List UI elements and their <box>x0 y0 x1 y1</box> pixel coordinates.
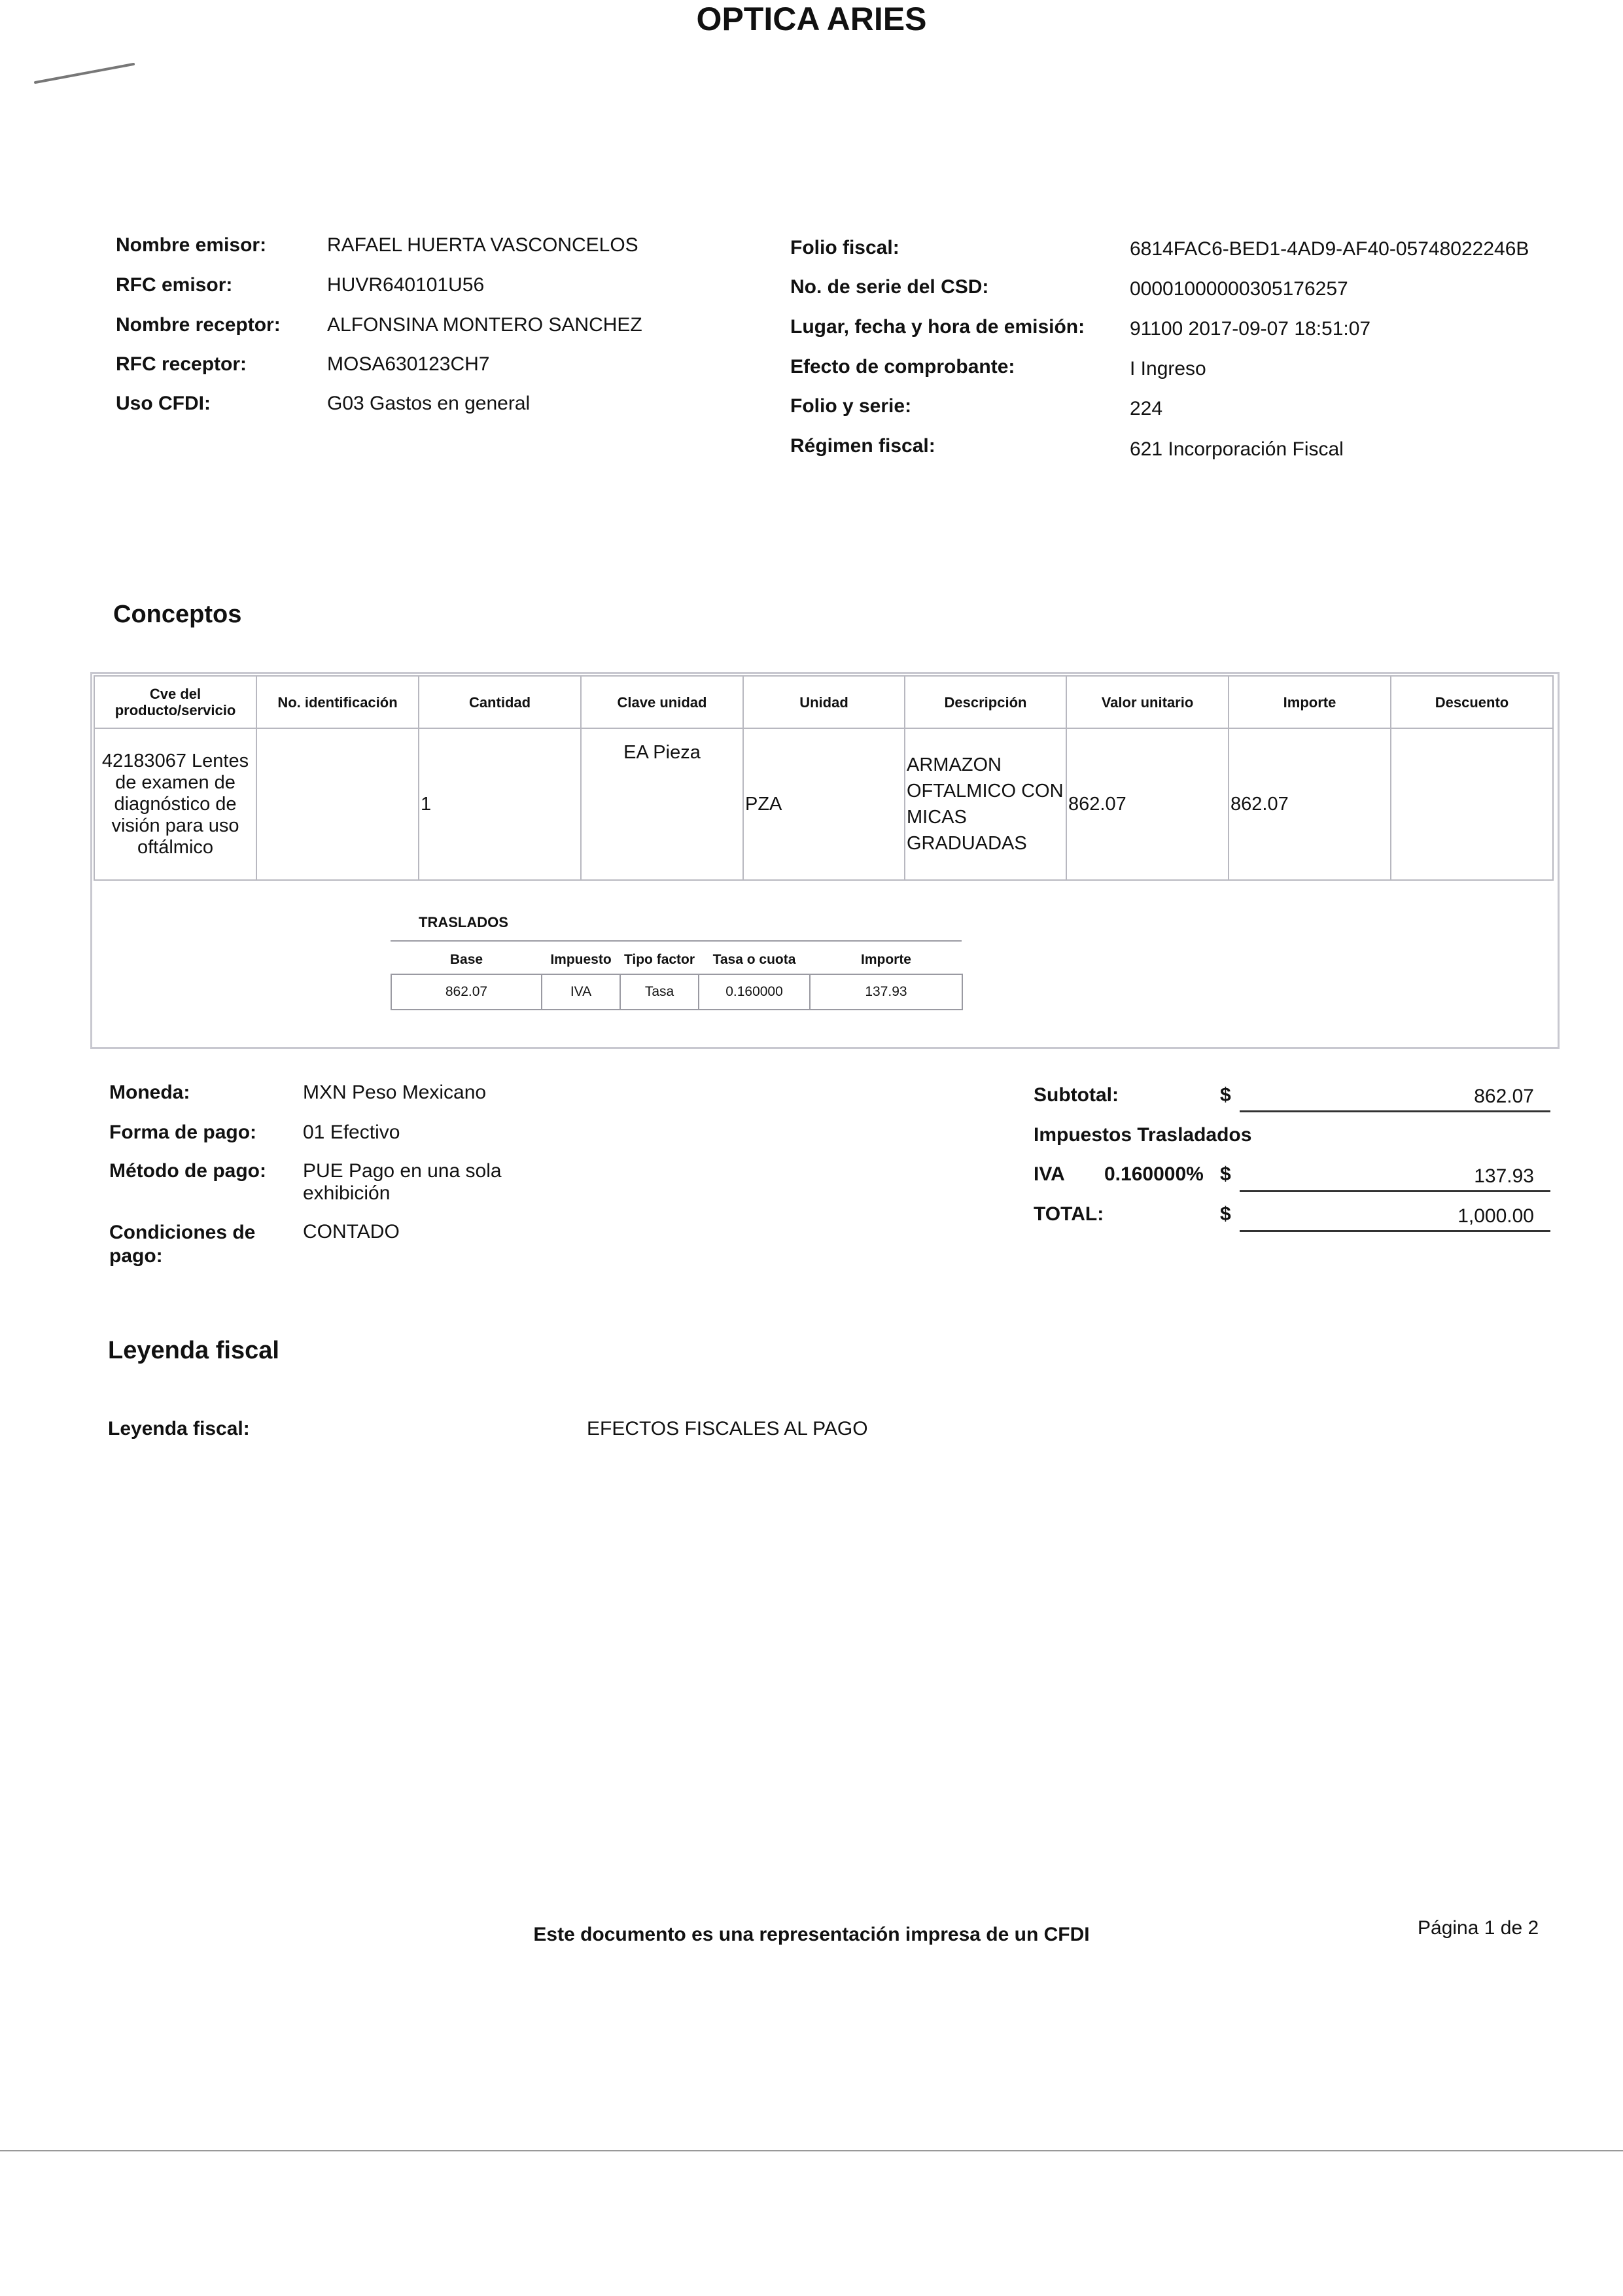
lugar-fecha-value: 91100 2017-09-07 18:51:07 <box>1130 318 1371 340</box>
uso-cfdi-label: Uso CFDI: <box>116 393 211 414</box>
leyenda-heading: Leyenda fiscal <box>108 1337 279 1364</box>
forma-pago-label: Forma de pago: <box>109 1122 257 1143</box>
conceptos-table <box>94 675 1554 881</box>
traslados-col-impuesto: Impuesto <box>550 951 612 967</box>
page-indicator: Página 1 de 2 <box>1418 1917 1539 1939</box>
cell-importe: 862.07 <box>1229 728 1391 880</box>
traslados-table <box>391 945 963 1010</box>
efecto-comprobante-label: Efecto de comprobante: <box>790 356 1015 378</box>
condiciones-pago-label: Condiciones de pago: <box>109 1222 256 1267</box>
cell-no-identificacion <box>256 728 419 880</box>
forma-pago-value: 01 Efectivo <box>303 1122 400 1143</box>
folio-serie-label: Folio y serie: <box>790 395 912 417</box>
cell-descuento <box>1391 728 1553 880</box>
cell-cantidad: 1 <box>419 728 581 880</box>
col-clave-unidad: Clave unidad <box>581 676 743 728</box>
metodo-pago-label: Método de pago: <box>109 1160 266 1182</box>
col-cantidad: Cantidad <box>419 676 581 728</box>
cell-unidad: PZA <box>743 728 905 880</box>
cell-cve: 42183067 Lentes de examen de diagnóstico de visión para uso oftálmico <box>94 728 256 880</box>
traslados-base: 862.07 <box>391 974 542 1010</box>
traslados-rule <box>391 940 962 942</box>
traslados-col-importe: Importe <box>860 951 911 967</box>
traslados-impuesto: IVA <box>542 974 620 1010</box>
subtotal-underline <box>1240 1110 1550 1112</box>
iva-underline <box>1240 1190 1550 1192</box>
moneda-value: MXN Peso Mexicano <box>303 1082 487 1103</box>
col-importe: Importe <box>1229 676 1391 728</box>
serie-csd-value: 00001000000305176257 <box>1130 278 1348 300</box>
folio-fiscal-label: Folio fiscal: <box>790 237 899 258</box>
traslados-col-tipo-factor: Tipo factor <box>623 951 695 967</box>
iva-label: IVA <box>1034 1163 1065 1185</box>
nombre-receptor-value: ALFONSINA MONTERO SANCHEZ <box>327 314 642 336</box>
traslados-heading: TRASLADOS <box>419 914 508 930</box>
pen-stroke-mark <box>33 60 137 86</box>
nombre-receptor-label: Nombre receptor: <box>116 314 281 336</box>
iva-currency: $ <box>1220 1163 1231 1185</box>
conceptos-heading: Conceptos <box>113 601 242 628</box>
regimen-fiscal-value: 621 Incorporación Fiscal <box>1130 438 1344 460</box>
cell-valor-unitario: 862.07 <box>1066 728 1229 880</box>
moneda-label: Moneda: <box>109 1082 190 1103</box>
serie-csd-label: No. de serie del CSD: <box>790 276 989 298</box>
col-cve: Cve del producto/servicio <box>94 676 256 728</box>
subtotal-label: Subtotal: <box>1034 1084 1119 1106</box>
metodo-pago-value: PUE Pago en una sola exhibición <box>303 1160 502 1204</box>
subtotal-currency: $ <box>1220 1084 1231 1106</box>
nombre-emisor-value: RAFAEL HUERTA VASCONCELOS <box>327 234 638 256</box>
condiciones-pago-value: CONTADO <box>303 1221 400 1243</box>
cell-clave-unidad: EA Pieza <box>581 728 743 880</box>
leyenda-label: Leyenda fiscal: <box>108 1418 250 1439</box>
nombre-emisor-label: Nombre emisor: <box>116 234 267 256</box>
table-row <box>94 728 1553 880</box>
rfc-emisor-label: RFC emisor: <box>116 274 233 296</box>
col-no-identificacion: No. identificación <box>256 676 419 728</box>
rfc-receptor-value: MOSA630123CH7 <box>327 353 490 375</box>
lugar-fecha-label: Lugar, fecha y hora de emisión: <box>790 316 1085 338</box>
traslados-importe: 137.93 <box>810 974 962 1010</box>
traslados-col-base: Base <box>449 951 483 967</box>
traslados-tipo-factor: Tasa <box>620 974 699 1010</box>
rfc-emisor-value: HUVR640101U56 <box>327 274 485 296</box>
total-label: TOTAL: <box>1034 1203 1104 1225</box>
iva-rate: 0.160000% <box>1104 1163 1204 1185</box>
footer-rule <box>0 2150 1623 2151</box>
col-descripcion: Descripción <box>905 676 1066 728</box>
rfc-receptor-label: RFC receptor: <box>116 353 247 375</box>
folio-serie-value: 224 <box>1130 398 1163 419</box>
traslados-col-tasa: Tasa o cuota <box>712 951 796 967</box>
subtotal-value: 862.07 <box>1474 1086 1534 1107</box>
total-underline <box>1240 1230 1550 1232</box>
leyenda-value: EFECTOS FISCALES AL PAGO <box>587 1418 868 1439</box>
col-descuento: Descuento <box>1391 676 1553 728</box>
col-unidad: Unidad <box>743 676 905 728</box>
folio-fiscal-value: 6814FAC6-BED1-4AD9-AF40-05748022246B <box>1130 238 1529 260</box>
iva-value: 137.93 <box>1474 1165 1534 1187</box>
document-title: OPTICA ARIES <box>696 1 927 37</box>
total-currency: $ <box>1220 1203 1231 1225</box>
impuestos-trasladados-label: Impuestos Trasladados <box>1034 1124 1252 1146</box>
uso-cfdi-value: G03 Gastos en general <box>327 393 531 414</box>
cell-descripcion: ARMAZON OFTALMICO CON MICAS GRADUADAS <box>905 728 1066 880</box>
traslados-tasa: 0.160000 <box>699 974 810 1010</box>
table-row <box>391 974 962 1010</box>
col-valor-unitario: Valor unitario <box>1066 676 1229 728</box>
total-value: 1,000.00 <box>1457 1205 1534 1227</box>
efecto-comprobante-value: I Ingreso <box>1130 358 1206 380</box>
footer-note: Este documento es una representación impresa de un CFDI <box>533 1924 1090 1945</box>
regimen-fiscal-label: Régimen fiscal: <box>790 435 935 457</box>
